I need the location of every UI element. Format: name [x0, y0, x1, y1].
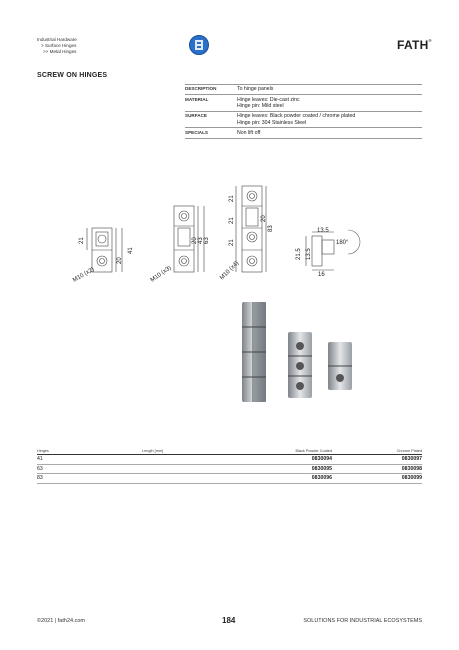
article-chrome[interactable]: 0830098: [332, 464, 422, 474]
thread-label: M10 (x3): [149, 265, 173, 284]
page-title: SCREW ON HINGES: [37, 72, 108, 79]
brand-name: FATH: [397, 38, 429, 52]
dim-label: 13.5: [306, 248, 312, 260]
dim-label: 21: [229, 239, 235, 246]
hinge-63-photo: [288, 332, 312, 398]
spec-key: MATERIAL: [185, 95, 237, 112]
registered-mark: ®: [428, 38, 432, 43]
dim-label: 21: [229, 217, 235, 224]
hinge-size: 63: [37, 464, 142, 474]
table-row: [37, 464, 422, 474]
hinge-41-drawing: [72, 228, 134, 284]
spec-row: [185, 95, 422, 112]
hinge-size: 83: [37, 474, 142, 484]
dim-label: 21: [79, 237, 85, 244]
spec-table: [185, 84, 422, 139]
brand-logo: [397, 38, 432, 52]
article-chrome[interactable]: 0830099: [332, 474, 422, 484]
dim-label: 21: [229, 195, 235, 202]
category-badge-icon: [189, 35, 209, 55]
table-row: [37, 455, 422, 465]
spec-row: [185, 128, 422, 138]
hinge-83-drawing: [219, 186, 274, 281]
footer-tagline: SOLUTIONS FOR INDUSTRIAL ECOSYSTEMS: [303, 618, 422, 624]
breadcrumb-level-1[interactable]: Industrial Hardware: [37, 37, 77, 42]
spec-value: Non lift off: [237, 128, 422, 138]
col-hinges: Hinges: [37, 448, 142, 455]
spec-key: DESCRIPTION: [185, 85, 237, 95]
dim-label: 13.5: [317, 228, 329, 234]
dim-label: 21.5: [296, 248, 302, 260]
order-table: [37, 448, 422, 484]
spec-value: To hinge panels: [237, 85, 422, 95]
article-black[interactable]: 0830094: [242, 455, 332, 465]
table-row: [37, 474, 422, 484]
side-view-drawing: [296, 228, 360, 278]
dim-label: 20: [117, 257, 123, 264]
breadcrumb: [37, 37, 77, 55]
page-number: 184: [222, 616, 236, 625]
breadcrumb-level-3[interactable]: >> Metal Hinges: [43, 49, 77, 54]
dim-label: 20: [261, 215, 267, 222]
hinge-length: [142, 464, 242, 474]
article-chrome[interactable]: 0830097: [332, 455, 422, 465]
dim-label: 20: [192, 237, 198, 244]
technical-drawing: [60, 170, 370, 290]
spec-value: Hinge leaves: Die-cast zinc Hinge pin: Mild steel: [237, 95, 422, 112]
spec-row: [185, 111, 422, 128]
hinge-length: [142, 455, 242, 465]
hinge-83-photo: [242, 302, 266, 402]
col-length: Length [mm]: [142, 448, 242, 455]
spec-row: [185, 85, 422, 95]
hinge-63-drawing: [150, 206, 210, 284]
footer-copyright[interactable]: ©2021 | fath24.com: [37, 618, 85, 624]
hinge-length: [142, 474, 242, 484]
dim-label: 16: [318, 272, 325, 278]
spec-key: SPECIALS: [185, 128, 237, 138]
article-black[interactable]: 0830096: [242, 474, 332, 484]
dim-label: 63: [204, 237, 210, 244]
breadcrumb-level-2[interactable]: > Surface Hinges: [41, 43, 77, 48]
dim-label: 41: [128, 247, 134, 254]
hinge-41-photo: [328, 342, 352, 390]
col-chrome: Chrome Plated: [332, 448, 422, 455]
product-photo: [230, 298, 360, 408]
thread-label: M10 (x4): [219, 260, 241, 282]
dim-label: 43: [198, 237, 204, 244]
dim-label: 83: [268, 225, 274, 232]
rotation-label: 180°: [336, 240, 349, 246]
article-black[interactable]: 0830095: [242, 464, 332, 474]
thread-label: M10 (x2): [72, 266, 96, 284]
col-black: Black Powder Coated: [242, 448, 332, 455]
spec-key: SURFACE: [185, 111, 237, 128]
spec-value: Hinge leaves: Black powder coated / chrome plated Hinge pin: 304 Stainless Steel: [237, 111, 422, 128]
hinge-size: 41: [37, 455, 142, 465]
